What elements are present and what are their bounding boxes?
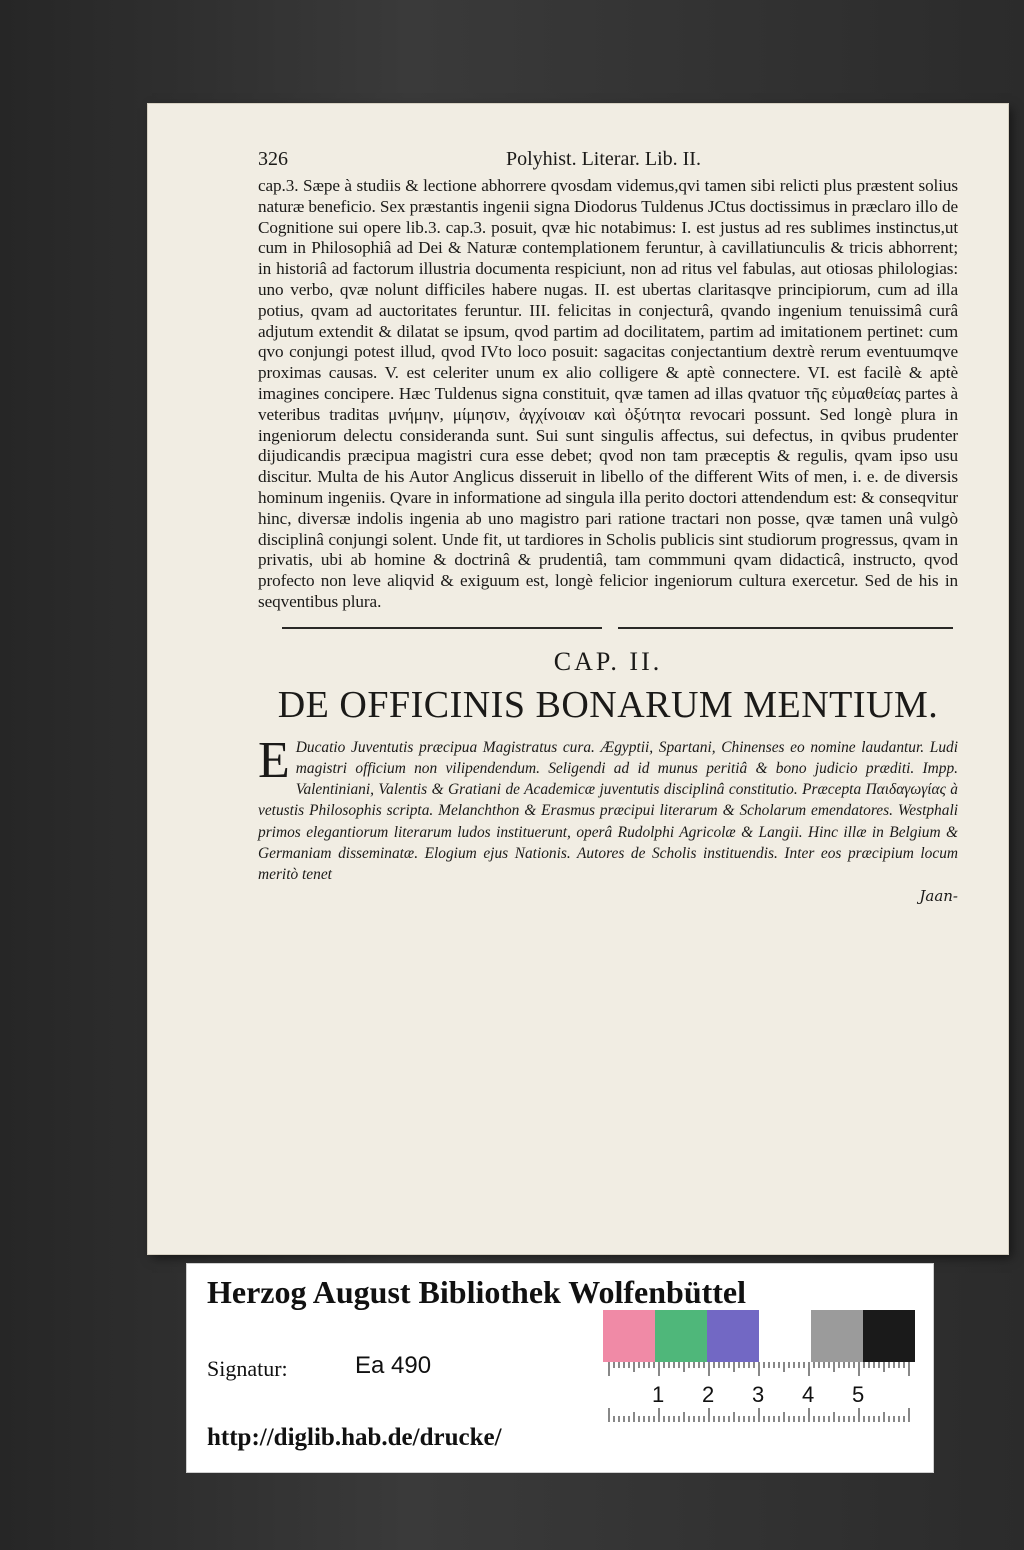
library-name: Herzog August Bibliothek Wolfenbüttel [207,1274,747,1310]
signature-label: Signatur: [207,1356,288,1381]
section-rule [258,619,958,641]
drop-cap: E [258,731,290,789]
ruler-number: 3 [752,1382,765,1407]
library-card [186,1263,934,1473]
ruler-number: 4 [802,1382,815,1407]
rule-right [618,627,953,629]
summary-text: Ducatio Juventutis præcipua Magistratus cura. Ægyptii, Spartani, Chinenses eo nomine laudantur. Ludi magistri officium non vilipendendum. Seligendi ad id munus peritiâ & bono judicio præditi. Impp. Valentiniani, Valentis & Gratiani de Academicæ juventutis disciplinâ constitutio. Præcepta Παιδαγωγίας à vetustis Philosophis scripta. Melanchthon & Erasmus præcipui literarum & Scholarum emendatores. Westphali primos elegantiorum literarum ludos instituerunt, operâ Rudolphi Agricolæ & Langii. Hinc illæ in Belgium & Germaniam disseminatæ. Elogium ejus Nationis. Autores de Scholis instituendis. Inter eos præcipium locum meritò tenet [258,738,958,883]
color-patch [863,1310,915,1362]
ruler-number: 5 [852,1382,865,1407]
catchword: Jaan- [919,887,958,906]
library-url[interactable]: http://diglib.hab.de/drucke/ [207,1424,502,1451]
color-calibration-strip [603,1310,915,1362]
ruler-number: 2 [702,1382,715,1407]
ruler-number: 1 [652,1382,665,1407]
chapter-summary [258,731,958,885]
chapter-title: DE OFFICINIS BONARUM MENTIUM. [277,683,939,726]
color-patch [655,1310,707,1362]
signature-value: Ea 490 [355,1352,432,1379]
rule-left [282,627,602,629]
body-text: cap.3. Sæpe à studiis & lectione abhorrere qvosdam videmus,qvi tamen sibi relicti plus præstent solius naturæ beneficio. Sex præstantis ingenii signa Diodorus Tuldenus JCtus doctissimus in præclaro illo de Cognitione sui opere lib.3. cap.3. posuit, qvæ hic notabimus: I. est justus ad res sublimes instinctus,ut cum in Philosophiâ ad Dei & Naturæ contemplationem feruntur, à cavillatiunculis & tricis abhorrent; in historiâ ad factorum illustria documenta respiciunt, non ad ritus vel fabulas, aut otiosas philologias: uno verbo, qvæ nolunt difficiles habere nugas. II. est ubertas claritasqve principiorum, cum ad illa potius, qvam ad auctoritates feruntur. III. felicitas in conjecturâ, qvando ingenium tenuissimâ curâ adjutum extendit & dilatat se ipsum, qvod partim ad docilitatem, partim ad imitationem pertinet: cum qvo conjungi potest illud, qvod IVto loco posuit: sagacitas conjectantium dextrè rerum eventuumqve proximas causas. V. est celeriter unum ex alio colligere & aptè connectere. VI. est facilè & aptè imagines concipere. Hæc Tuldenus signa constituit, qvæ tamen ad illas qvatuor τῆς εὐμαθείας partes à veteribus traditas μνήμην, μίμησιν, ἀγχίνοιαν καὶ ὀξύτητα revocari possunt. Sed longè plura in ingeniorum delectu considerandа sunt. Sui sunt singulis affectus, sui defectus, in qvibus prudenter dijudicandis præcipua magistri cura esse debet; qvod non tam præceptis & regulis, qvam ipso usu discitur. Multa de his Autor Anglicus disseruit in libello of the different Wits of men, i. e. de diversis hominum ingeniis. Qvare in informatione ad singula illa perito doctori attendendum est: & conseqvitur hinc, diversæ indolis ingenia ab uno magistro pari ratione tractari non posse, qvæ tamen unâ vulgò disciplinâ conjungi solent. Unde fit, ut tardiores in Scholis publicis sint studiorum progressus, qvam in privatis, ubi ab homine & doctrinâ & prudentiâ, tam commmuni qvam didacticâ, instructo, qvod profecto non leve aliqvid & exiguum est, longè felicior ingeniorum cultura exercetur. Sed de his in seqventibus plura. [258,176,958,611]
page-content [258,148,958,905]
color-patch [707,1310,759,1362]
running-title: Polyhist. Literar. Lib. II. [506,148,701,170]
page-number: 326 [258,148,288,170]
color-patch [811,1310,863,1362]
book-page [148,104,1008,1254]
running-head [258,148,958,176]
chapter-heading: CAP. II. [553,646,663,676]
color-patch [759,1310,811,1362]
color-patch [603,1310,655,1362]
scale-ruler [605,1362,915,1422]
